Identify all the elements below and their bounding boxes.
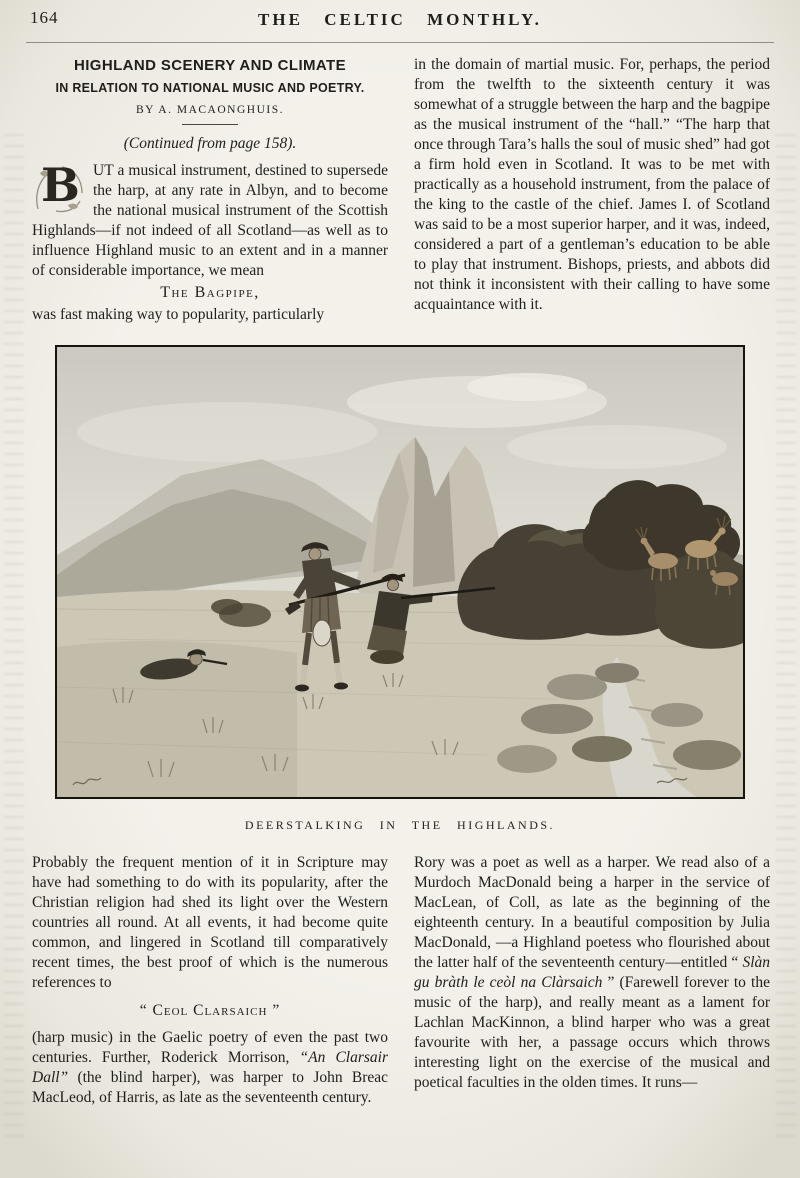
article-subtitle: IN RELATION TO NATIONAL MUSIC AND POETRY. [55,81,365,95]
clarsair-dall-italic: “An Clarsair Dall” [32,1048,389,1086]
ceol-clarsaich-heading: “ Ceol Clarsaich ” [139,1001,281,1019]
ornamental-initial [32,158,86,215]
deerstalking-engraving [57,347,743,797]
lower-left-text-post: (the blind harper), was harper to John Breac MacLeod, of Harris, as late as the seventeenth century. [32,1068,388,1106]
opening-paragraph [32,158,388,281]
article-bottom-columns [0,853,800,1108]
reverse-side-bleed-left [4,130,24,1138]
illustration-caption: DEERSTALKING IN THE HIGHLANDS. [244,817,556,832]
continued-note: (Continued from page 158). [123,135,297,152]
reverse-side-bleed-right [776,130,796,1138]
header-rule [26,42,774,43]
dropcap-letter: B [41,158,80,212]
lower-left-text-pre: (harp music) in the Gaelic poetry of even the past two centuries. Further, Roderick Morrison, [32,1028,388,1066]
article-top-columns [0,55,800,325]
slan-gu-brath-italic: Slàn gu bràth le ceòl na Clàrsaich [414,953,770,991]
lower-left-paragraph-2 [32,1028,388,1108]
page-header [0,0,800,36]
lower-right-text-pre: Rory was a poet as well as a harper. We read also of a Murdoch MacDonald being a harper in the service of MacLean, of Coll, as late as the beginning of the eighteenth century. In a beautiful composition by Julia MacDonald, —a Highland poetess who flourished about the latter half of the seventeenth century—entitled “ [414,853,770,971]
right-column-paragraph: in the domain of martial music. For, perhaps, the period from the twelfth to the sixteenth century it was somewhat of a struggle between the harp and the bagpipe as the musical instrument of the “hall.” “The harp that once through Tara’s halls the soul of music shed” had got a firm hold even in Scotland. It was to be met with practically as a household instrument, from the palace of the king to the castle of the chief. James I. of Scotland was said to be a most superior harper, and it was, indeed, considered a part of a gentleman’s education to be able to play that instrument. Bishops, priests, and abbots did not think it inconsistent with their calling to have some acquaintance with it. [414,56,770,313]
article-title: HIGHLAND SCENERY AND CLIMATE [73,57,347,74]
left-column-bottom [32,853,388,1108]
opening-text: UT a musical instrument, destined to supersede the harp, at any rate in Albyn, and to become the national musical instrument of the Scottish Highlands—if not indeed of all Scotland—as well as to influence Highland music to an extent and in a manner of considerable importance, we mean [32,162,388,279]
right-column-top [414,55,770,325]
masthead-title: THE CELTIC MONTHLY. [258,10,542,29]
right-column-bottom [414,853,770,1108]
lower-right-paragraph [414,853,770,1093]
opening-continuation: was fast making way to popularity, particularly [32,305,325,323]
illustration-frame [55,345,745,799]
illustration-figure [55,345,745,833]
lower-left-paragraph: Probably the frequent mention of it in Scripture may have had something to do with its popularity, after the Christian religion had shed its light over the Western countries all round. At all events, it had become quite common, and lingered in Scotland till comparatively recent times, the best proof of which is the numerous references to [32,853,388,991]
article-byline: BY A. MACAONGHUIS. [136,104,284,116]
left-column-top [32,55,388,325]
lower-right-text-post: ” (Farewell forever to the music of the harp), and really meant as a lament for Lachlan MacKinnon, a blind harper who was a great favourite with her, a passage occurs which throws interesting light on the exercise of the musical and poetical faculties in the olden times. It runs— [414,973,770,1091]
byline-rule [182,124,238,125]
bagpipe-heading: The Bagpipe, [160,283,260,301]
page-number: 164 [30,8,59,27]
